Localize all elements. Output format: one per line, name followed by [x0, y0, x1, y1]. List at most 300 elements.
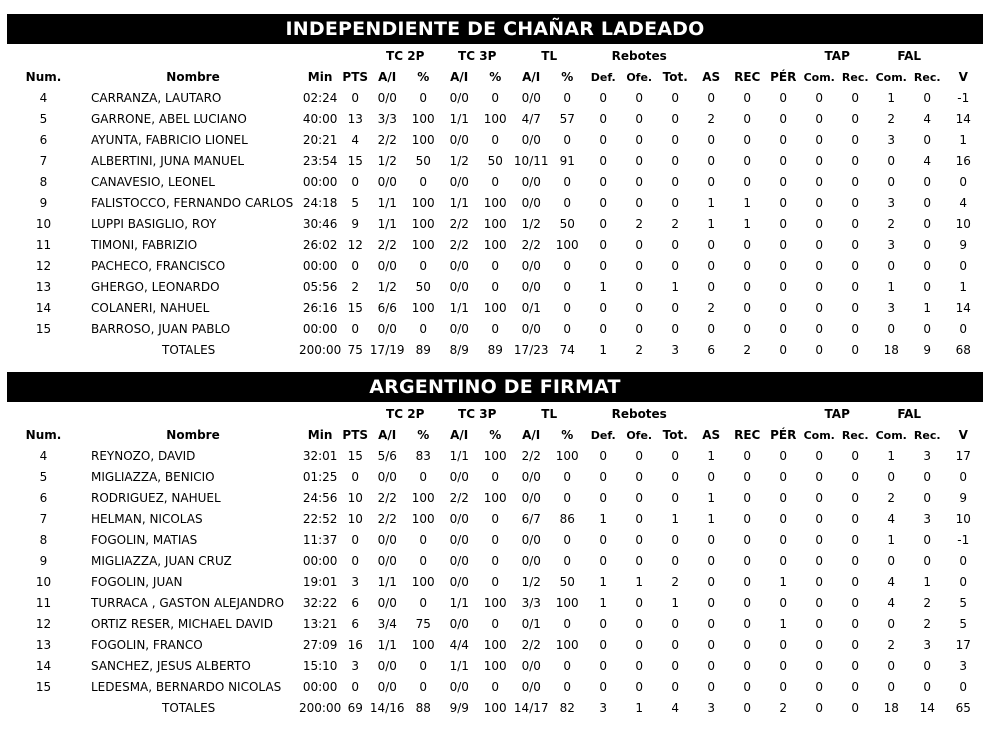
stat-cell: 0 — [671, 238, 680, 252]
stat-cell: 0 — [563, 196, 572, 210]
stat-cell: 0 — [815, 638, 824, 652]
player-row — [0, 151, 981, 172]
stat-cell: 0 — [563, 301, 572, 315]
stat-cell: 3/3 — [521, 596, 541, 610]
stat-cell: 3/4 — [377, 617, 397, 631]
stat-cell: 0 — [419, 680, 428, 694]
stat-cell: 0 — [635, 280, 644, 294]
stat-cell: 0 — [923, 238, 932, 252]
column-header: A/I — [378, 70, 397, 84]
stat-cell: 0 — [779, 301, 788, 315]
stat-cell: 50 — [415, 154, 431, 168]
stat-cell: 1/1 — [449, 112, 469, 126]
stat-cell: 0 — [851, 175, 860, 189]
stat-cell: 4/4 — [449, 638, 469, 652]
stat-cell: 14 — [955, 301, 971, 315]
stat-cell: 0 — [491, 554, 500, 568]
stat-cell: 0 — [351, 175, 360, 189]
stat-cell: 9 — [959, 238, 968, 252]
stat-cell: 0 — [635, 196, 644, 210]
stat-cell: 0 — [815, 512, 824, 526]
stat-cell: 0 — [635, 449, 644, 463]
stat-cell: 13 — [347, 112, 363, 126]
stat-cell: 0 — [959, 470, 968, 484]
stat-cell: 0 — [815, 322, 824, 336]
player-row — [0, 109, 981, 130]
stat-cell: 0 — [743, 491, 752, 505]
stat-cell: 100 — [483, 638, 507, 652]
stat-cell: 0 — [419, 554, 428, 568]
stat-cell: 0 — [599, 659, 608, 673]
stat-cell: 100 — [483, 301, 507, 315]
stat-cell: 0 — [887, 154, 896, 168]
stat-cell: 00:00 — [302, 554, 338, 568]
stat-cell: 0/0 — [521, 680, 541, 694]
stat-cell: 3 — [887, 196, 896, 210]
column-header: Rec. — [841, 429, 869, 442]
group-label-tap: TAP — [824, 407, 850, 421]
player-row — [0, 551, 981, 572]
stat-cell: 0 — [635, 617, 644, 631]
stat-cell: 10 — [347, 491, 363, 505]
stat-cell: 0/0 — [377, 470, 397, 484]
stat-cell: 0/0 — [521, 259, 541, 273]
totals-cell: 100 — [483, 701, 507, 715]
column-header: AS — [702, 70, 721, 84]
stat-cell: 0 — [419, 175, 428, 189]
stat-cell: 0 — [635, 596, 644, 610]
column-header: Def. — [590, 429, 616, 442]
stat-cell: 0/0 — [377, 659, 397, 673]
player-number: 9 — [39, 196, 48, 210]
stat-cell: 2/2 — [449, 238, 469, 252]
totals-cell: 65 — [955, 701, 971, 715]
stat-cell: 0 — [671, 154, 680, 168]
group-header-row — [0, 46, 981, 67]
stat-cell: 0 — [491, 512, 500, 526]
stat-cell: 0 — [743, 259, 752, 273]
player-name: MIGLIAZZA, BENICIO — [91, 470, 215, 484]
stat-cell: 1 — [599, 280, 608, 294]
player-name: LUPPI BASIGLIO, ROY — [91, 217, 217, 231]
totals-cell: 74 — [559, 343, 575, 357]
stat-cell: 2 — [923, 617, 932, 631]
stat-cell: 0/0 — [521, 554, 541, 568]
stat-cell: 0 — [851, 154, 860, 168]
totals-cell: 0 — [851, 343, 860, 357]
stat-cell: 4 — [959, 196, 968, 210]
stat-cell: 0 — [779, 112, 788, 126]
stat-cell: 3 — [351, 659, 360, 673]
stat-cell: 100 — [483, 449, 507, 463]
stat-cell: 0 — [671, 259, 680, 273]
stat-cell: 0 — [815, 175, 824, 189]
player-name: ALBERTINI, JUNA MANUEL — [91, 154, 245, 168]
player-number: 14 — [35, 659, 52, 673]
stat-cell: 86 — [559, 512, 575, 526]
column-header: Def. — [590, 71, 616, 84]
stat-cell: 6 — [351, 617, 360, 631]
stat-cell: 1 — [887, 449, 896, 463]
player-name: BARROSO, JUAN PABLO — [91, 322, 231, 336]
group-label-tc2p: TC 2P — [386, 49, 425, 63]
player-name: SANCHEZ, JESUS ALBERTO — [91, 659, 251, 673]
stat-cell: 0/0 — [521, 133, 541, 147]
group-header-row — [0, 404, 981, 425]
totals-cell: 89 — [415, 343, 431, 357]
totals-cell: 17/19 — [369, 343, 405, 357]
column-header: Rec. — [913, 71, 941, 84]
player-row — [0, 572, 981, 593]
player-name: ORTIZ RESER, MICHAEL DAVID — [91, 617, 273, 631]
stat-cell: 0/0 — [449, 533, 469, 547]
stat-cell: 1 — [707, 512, 716, 526]
player-number: 4 — [39, 449, 48, 463]
stat-cell: 0 — [851, 617, 860, 631]
stat-cell: 100 — [411, 133, 435, 147]
stat-cell: 1/1 — [377, 575, 397, 589]
totals-cell: 0 — [815, 343, 824, 357]
stat-cell: 5 — [959, 617, 968, 631]
group-spacer — [0, 404, 87, 425]
stat-cell: 91 — [559, 154, 575, 168]
stat-cell: 0 — [671, 680, 680, 694]
stat-cell: 10/11 — [513, 154, 549, 168]
stat-cell: 3 — [351, 575, 360, 589]
stat-cell: 2/2 — [377, 133, 397, 147]
stat-cell: 100 — [483, 112, 507, 126]
stat-cell: 0 — [599, 533, 608, 547]
totals-cell: 75 — [347, 343, 363, 357]
totals-row — [0, 340, 981, 361]
stat-cell: 12 — [347, 238, 363, 252]
stat-cell: 2/2 — [521, 638, 541, 652]
column-header: A/I — [450, 70, 469, 84]
group-spacer — [299, 404, 341, 425]
stat-cell: 00:00 — [302, 322, 338, 336]
stat-cell: 0 — [671, 470, 680, 484]
stat-cell: 0 — [923, 91, 932, 105]
player-row — [0, 656, 981, 677]
stat-cell: 0 — [743, 175, 752, 189]
totals-cell: 3 — [707, 701, 716, 715]
stat-cell: 0 — [923, 491, 932, 505]
column-header: A/I — [522, 428, 541, 442]
stat-cell: 4 — [887, 575, 896, 589]
stat-cell: 0 — [599, 554, 608, 568]
stat-cell: 100 — [555, 238, 579, 252]
stat-cell: 2 — [671, 575, 680, 589]
totals-cell: 4 — [671, 701, 680, 715]
column-header: Nombre — [166, 428, 220, 442]
stat-cell: 0/0 — [449, 133, 469, 147]
stat-cell: 0/0 — [377, 596, 397, 610]
totals-cell: 0 — [743, 701, 752, 715]
column-header: Min — [307, 428, 333, 442]
stat-cell: 0 — [563, 175, 572, 189]
stat-cell: 100 — [411, 512, 435, 526]
stat-cell: 0 — [671, 638, 680, 652]
column-header: REC — [734, 70, 761, 84]
stat-cell: 1 — [671, 596, 680, 610]
column-header: % — [561, 428, 574, 442]
stat-cell: 1/1 — [377, 217, 397, 231]
stat-cell: 0 — [851, 259, 860, 273]
stat-cell: 00:00 — [302, 680, 338, 694]
player-name: TIMONI, FABRIZIO — [91, 238, 198, 252]
column-header: Num. — [25, 70, 62, 84]
column-header: % — [417, 428, 430, 442]
stat-cell: 0 — [815, 680, 824, 694]
player-number: 8 — [39, 533, 48, 547]
totals-cell: 18 — [883, 343, 899, 357]
stat-cell: 2 — [923, 596, 932, 610]
player-name: GHERGO, LEONARDO — [91, 280, 220, 294]
stat-cell: 0/0 — [521, 470, 541, 484]
player-name: FOGOLIN, MATIAS — [91, 533, 198, 547]
stat-cell: 1 — [599, 512, 608, 526]
stat-cell: 5/6 — [377, 449, 397, 463]
player-number: 15 — [35, 680, 52, 694]
stat-cell: 26:16 — [302, 301, 338, 315]
stat-cell: 0 — [707, 554, 716, 568]
group-spacer — [693, 404, 729, 425]
player-number: 12 — [35, 617, 52, 631]
stat-cell: 0 — [779, 638, 788, 652]
stat-cell: 0 — [887, 554, 896, 568]
player-number: 9 — [39, 554, 48, 568]
stat-cell: 4 — [351, 133, 360, 147]
stat-cell: 0 — [491, 533, 500, 547]
stat-cell: 0 — [707, 575, 716, 589]
stat-cell: 0 — [635, 259, 644, 273]
player-number: 10 — [35, 217, 52, 231]
stat-cell: 0 — [599, 175, 608, 189]
stat-cell: 0 — [563, 470, 572, 484]
group-label-rebotes: Rebotes — [611, 49, 667, 63]
stat-cell: 0/0 — [449, 322, 469, 336]
stat-cell: 0 — [887, 175, 896, 189]
stat-cell: 2/2 — [449, 217, 469, 231]
stat-cell: 0/0 — [449, 512, 469, 526]
stat-cell: 0 — [707, 617, 716, 631]
column-header: PÉR — [770, 70, 797, 84]
stat-cell: 0 — [635, 133, 644, 147]
column-header: Tot. — [662, 428, 688, 442]
stat-cell: 1/1 — [449, 301, 469, 315]
stat-cell: 22:52 — [302, 512, 338, 526]
group-spacer — [729, 46, 765, 67]
stat-cell: 0 — [635, 154, 644, 168]
column-header: PTS — [342, 70, 369, 84]
stat-cell: 0 — [671, 322, 680, 336]
stat-cell: 26:02 — [302, 238, 338, 252]
stat-cell: 0 — [491, 617, 500, 631]
stat-cell: 15:10 — [302, 659, 338, 673]
player-name: RODRIGUEZ, NAHUEL — [91, 491, 221, 505]
stat-cell: 1 — [671, 280, 680, 294]
stat-cell: 27:09 — [302, 638, 338, 652]
stat-cell: 0 — [923, 659, 932, 673]
totals-label: TOTALES — [162, 701, 216, 715]
stat-cell: 100 — [483, 217, 507, 231]
stat-cell: 0 — [779, 554, 788, 568]
column-header: % — [561, 70, 574, 84]
stat-cell: 0 — [959, 575, 968, 589]
stat-cell: 0/0 — [521, 533, 541, 547]
stat-cell: 15 — [347, 154, 363, 168]
stat-cell: 02:24 — [302, 91, 338, 105]
column-header: Com. — [803, 71, 835, 84]
player-name: TURRACA , GASTON ALEJANDRO — [91, 596, 285, 610]
stat-cell: 0/0 — [449, 680, 469, 694]
stat-cell: 0 — [743, 512, 752, 526]
player-name: FALISTOCCO, FERNANDO CARLOS — [91, 196, 294, 210]
player-number: 5 — [39, 112, 48, 126]
stat-cell: 1 — [707, 196, 716, 210]
stat-cell: 0 — [815, 259, 824, 273]
stat-cell: 0 — [491, 91, 500, 105]
stat-cell: 0 — [851, 301, 860, 315]
stat-cell: 0 — [815, 491, 824, 505]
totals-cell: 2 — [743, 343, 752, 357]
stat-cell: 100 — [483, 596, 507, 610]
player-row — [0, 593, 981, 614]
stat-cell: 3 — [887, 301, 896, 315]
stat-cell: 0 — [779, 154, 788, 168]
stat-cell: 0 — [959, 680, 968, 694]
column-header: V — [958, 428, 968, 442]
stat-cell: 0 — [779, 491, 788, 505]
totals-cell: 2 — [635, 343, 644, 357]
totals-cell: 200:00 — [299, 343, 342, 357]
stat-cell: 75 — [415, 617, 431, 631]
group-label-tc2p: TC 2P — [386, 407, 425, 421]
player-row — [0, 614, 981, 635]
stat-cell: 1/1 — [449, 596, 469, 610]
totals-cell: 1 — [635, 701, 644, 715]
stat-cell: 0/0 — [449, 575, 469, 589]
totals-cell: 0 — [815, 701, 824, 715]
stat-cell: 1 — [923, 575, 932, 589]
stat-cell: 0 — [563, 491, 572, 505]
stat-cell: 0 — [635, 680, 644, 694]
column-header: V — [958, 70, 968, 84]
player-number: 5 — [39, 470, 48, 484]
stat-cell: 0 — [635, 554, 644, 568]
stat-cell: 0 — [923, 133, 932, 147]
stat-cell: 1/1 — [449, 196, 469, 210]
stat-cell: 2/2 — [377, 512, 397, 526]
stat-cell: 0 — [351, 259, 360, 273]
stat-cell: 0 — [959, 322, 968, 336]
stat-cell: 0 — [815, 659, 824, 673]
stat-cell: 0 — [779, 470, 788, 484]
stat-cell: 2 — [635, 217, 644, 231]
stat-cell: 0/0 — [377, 322, 397, 336]
stat-cell: 0 — [635, 638, 644, 652]
player-number: 7 — [39, 512, 48, 526]
totals-cell: 3 — [671, 343, 680, 357]
totals-cell: 2 — [779, 701, 788, 715]
stat-cell: 0 — [419, 91, 428, 105]
stat-cell: 5 — [959, 596, 968, 610]
stat-cell: 0 — [779, 512, 788, 526]
stat-cell: 0 — [815, 196, 824, 210]
column-header: Ofe. — [626, 71, 653, 84]
player-name: FOGOLIN, FRANCO — [91, 638, 203, 652]
player-name: COLANERI, NAHUEL — [91, 301, 210, 315]
player-number: 10 — [35, 575, 52, 589]
column-header: Nombre — [166, 70, 220, 84]
stat-cell: 0 — [815, 617, 824, 631]
stat-cell: 0 — [743, 133, 752, 147]
group-spacer — [945, 46, 981, 67]
stat-cell: 0 — [599, 112, 608, 126]
totals-cell: 8/9 — [449, 343, 469, 357]
stat-cell: 32:01 — [302, 449, 338, 463]
stat-cell: 0 — [851, 491, 860, 505]
totals-cell: 14 — [919, 701, 935, 715]
column-header: Ofe. — [626, 429, 653, 442]
stat-cell: 0 — [419, 470, 428, 484]
stat-cell: 0 — [887, 659, 896, 673]
player-row — [0, 88, 981, 109]
column-header: Com. — [875, 71, 907, 84]
stat-cell: 1/2 — [377, 280, 397, 294]
totals-cell: 9 — [923, 343, 932, 357]
group-spacer — [341, 404, 369, 425]
stat-cell: 0/0 — [521, 175, 541, 189]
stat-cell: 0 — [563, 133, 572, 147]
column-header: Com. — [875, 429, 907, 442]
stat-cell: 1/2 — [449, 154, 469, 168]
stat-cell: 0/0 — [521, 280, 541, 294]
stat-cell: 0 — [887, 470, 896, 484]
stat-cell: 0 — [851, 575, 860, 589]
player-row — [0, 677, 981, 698]
stat-cell: 1 — [887, 91, 896, 105]
stat-cell: 0 — [779, 322, 788, 336]
stat-cell: 0 — [779, 196, 788, 210]
stat-cell: 0 — [599, 217, 608, 231]
stat-cell: 50 — [415, 280, 431, 294]
stat-cell: 1/2 — [521, 217, 541, 231]
player-row — [0, 509, 981, 530]
stat-cell: 15 — [347, 449, 363, 463]
stat-cell: 0 — [923, 217, 932, 231]
stat-cell: 0 — [563, 680, 572, 694]
stat-cell: 0 — [671, 91, 680, 105]
stat-cell: 0 — [707, 259, 716, 273]
stat-cell: 1 — [743, 217, 752, 231]
team-banner: INDEPENDIENTE DE CHAÑAR LADEADO — [7, 14, 983, 44]
stat-cell: 0 — [419, 533, 428, 547]
stat-cell: 0 — [779, 596, 788, 610]
totals-cell: 68 — [955, 343, 971, 357]
stat-cell: 0 — [707, 280, 716, 294]
player-number: 12 — [35, 259, 52, 273]
totals-row — [0, 698, 981, 719]
stat-cell: 0 — [851, 596, 860, 610]
stat-cell: 1/1 — [449, 449, 469, 463]
stat-cell: 0 — [491, 259, 500, 273]
stat-cell: 2 — [671, 217, 680, 231]
stat-cell: 10 — [955, 217, 971, 231]
totals-cell: 0 — [851, 701, 860, 715]
stat-cell: 0 — [599, 322, 608, 336]
stat-cell: 0 — [923, 322, 932, 336]
